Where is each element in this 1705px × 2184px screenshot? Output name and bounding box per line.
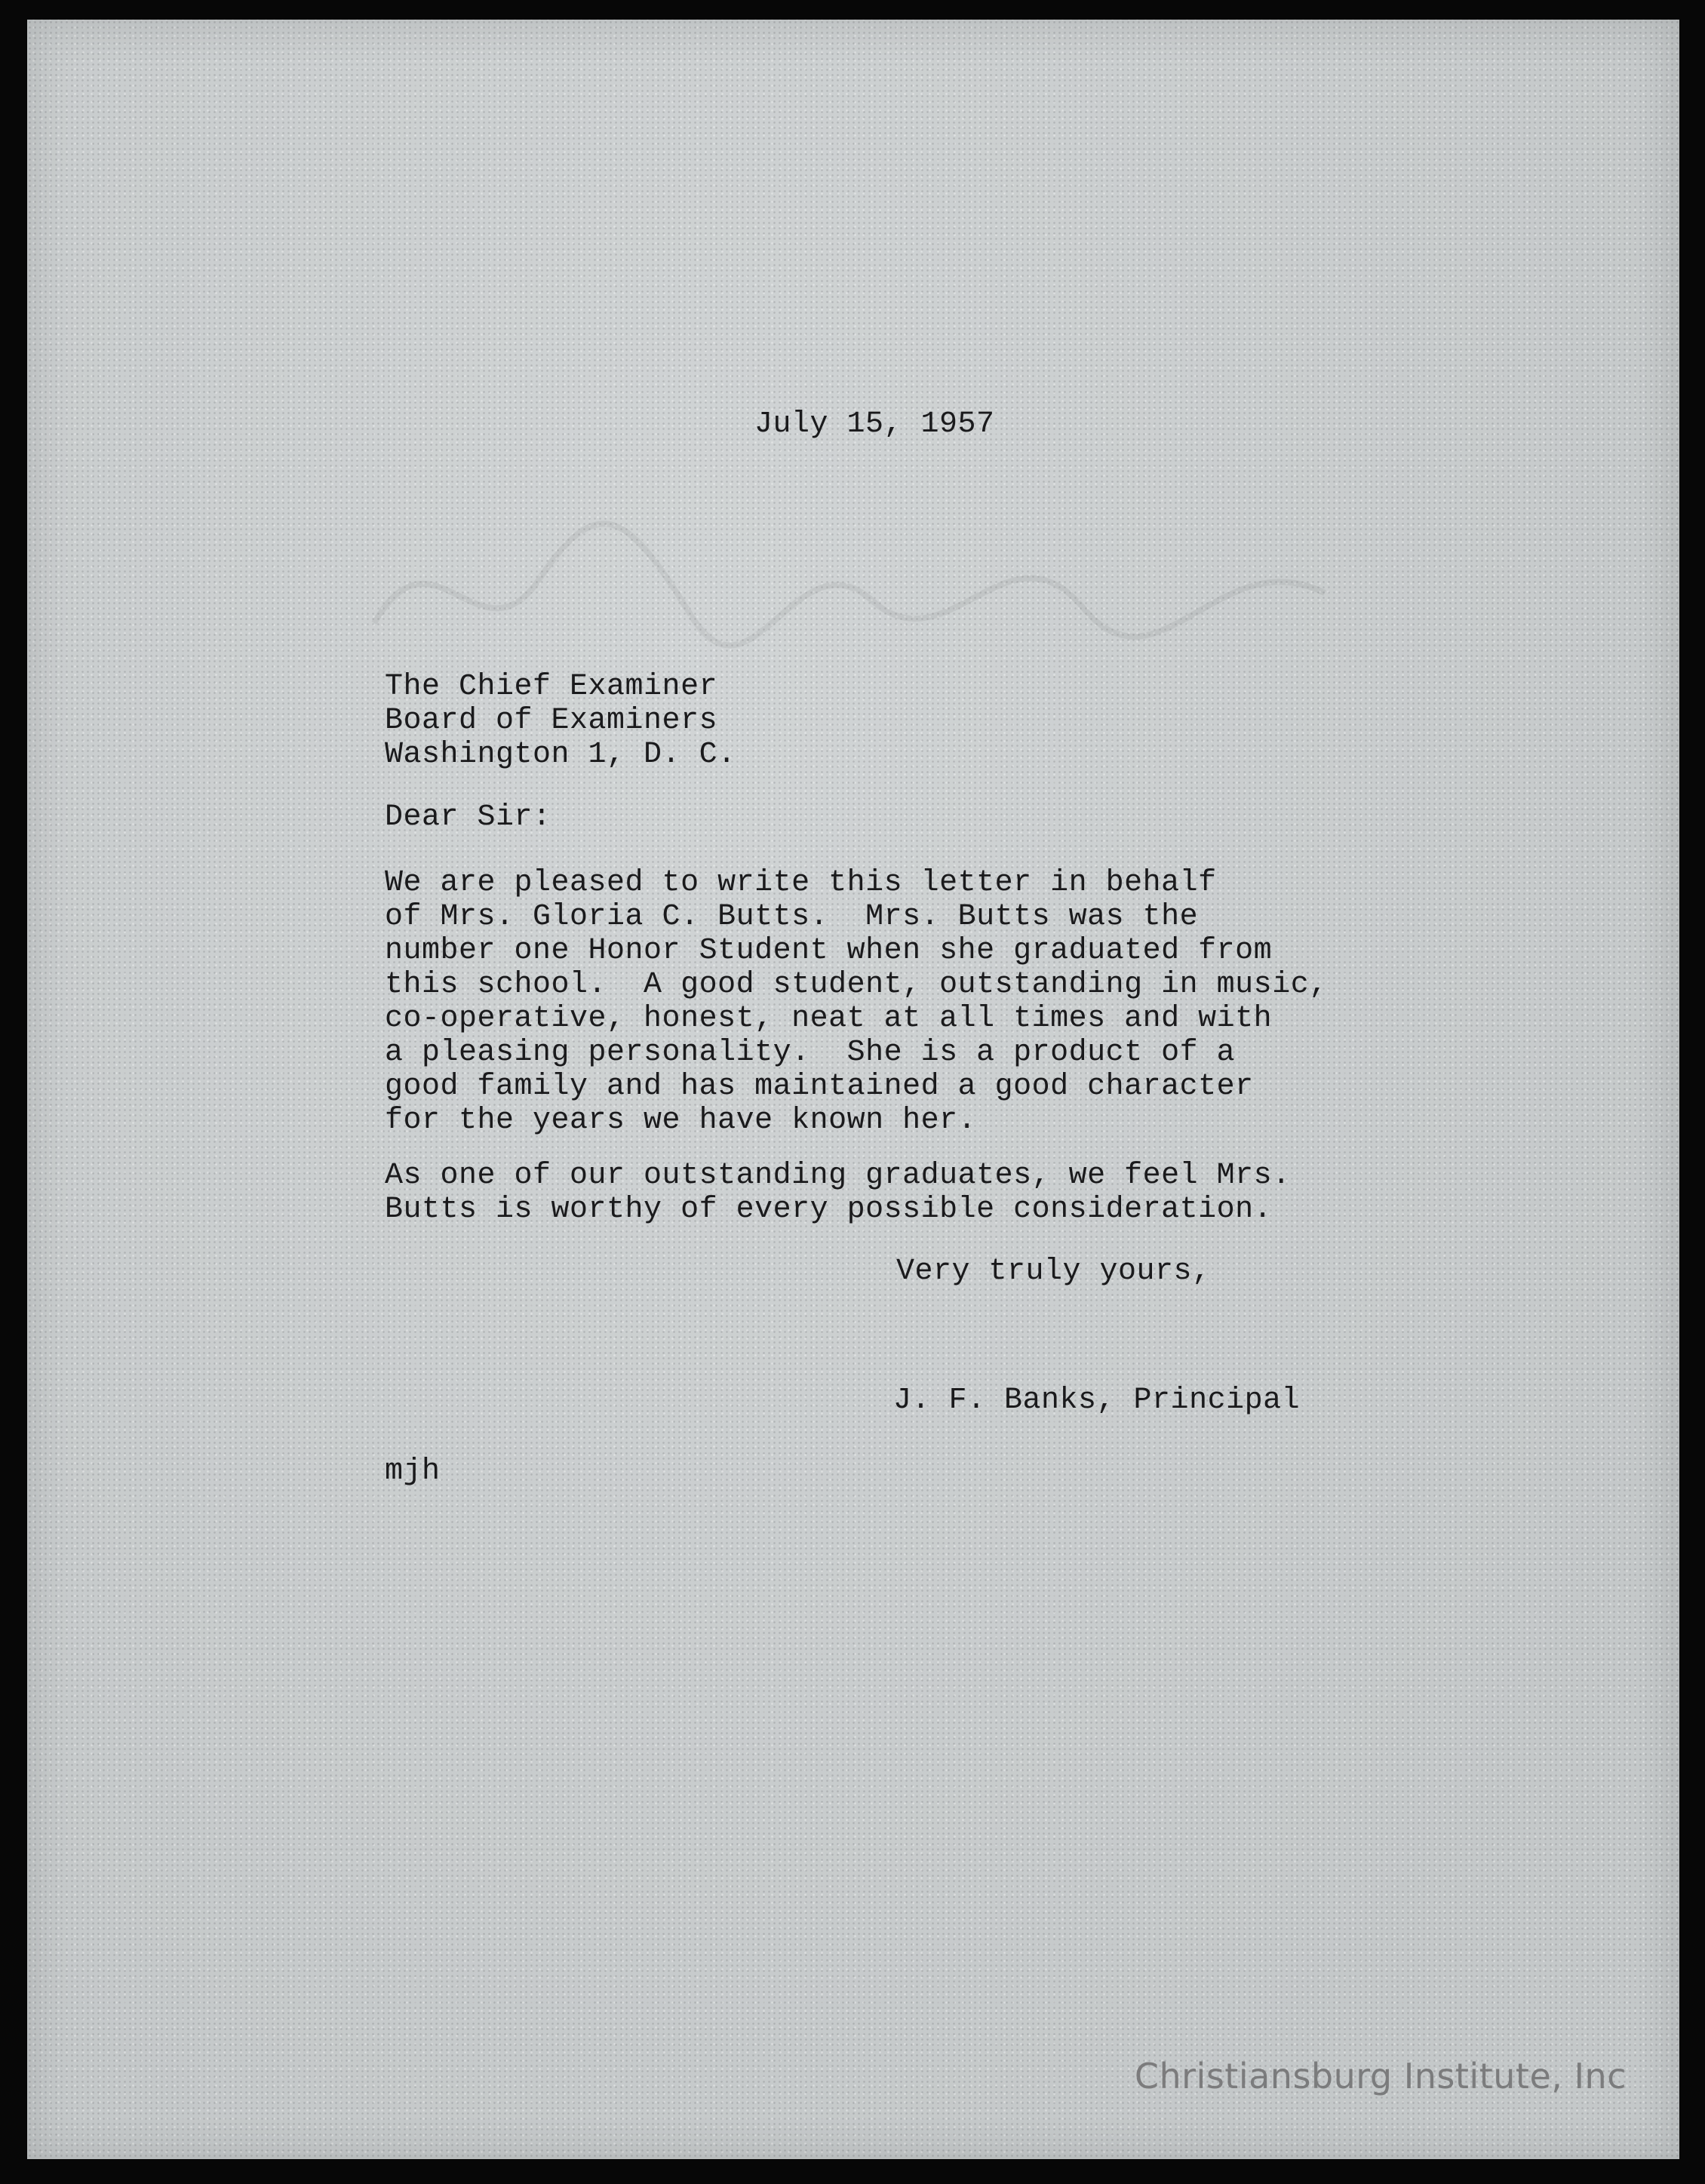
body-line: this school. A good student, outstanding in music, bbox=[385, 968, 1328, 1002]
letter-date: July 15, 1957 bbox=[754, 407, 995, 441]
archive-watermark: Christiansburg Institute, Inc bbox=[1134, 2056, 1627, 2096]
body-paragraph-2 bbox=[385, 1159, 1291, 1227]
body-line: a pleasing personality. She is a product of a bbox=[385, 1036, 1236, 1070]
typist-initials: mjh bbox=[385, 1454, 441, 1488]
body-line: co-operative, honest, neat at all times and with bbox=[385, 1002, 1273, 1036]
body-line: number one Honor Student when she graduated from bbox=[385, 934, 1273, 968]
address-line: Washington 1, D. C. bbox=[385, 738, 736, 772]
address-line: The Chief Examiner bbox=[385, 670, 718, 704]
body-line: of Mrs. Gloria C. Butts. Mrs. Butts was the bbox=[385, 900, 1199, 934]
body-line: We are pleased to write this letter in behalf bbox=[385, 866, 1217, 900]
closing: Very truly yours, bbox=[896, 1255, 1211, 1289]
body-line: As one of our outstanding graduates, we feel Mrs. bbox=[385, 1159, 1291, 1193]
body-paragraph-1 bbox=[385, 866, 1328, 1138]
body-line: for the years we have known her. bbox=[385, 1104, 977, 1138]
letter-page bbox=[27, 20, 1679, 2159]
signature-line: J. F. Banks, Principal bbox=[893, 1384, 1301, 1418]
show-through-handwriting bbox=[344, 472, 1400, 699]
body-line: Butts is worthy of every possible consideration. bbox=[385, 1193, 1273, 1227]
body-line: good family and has maintained a good character bbox=[385, 1070, 1254, 1104]
salutation: Dear Sir: bbox=[385, 800, 551, 834]
recipient-address bbox=[385, 670, 736, 772]
address-line: Board of Examiners bbox=[385, 704, 718, 738]
